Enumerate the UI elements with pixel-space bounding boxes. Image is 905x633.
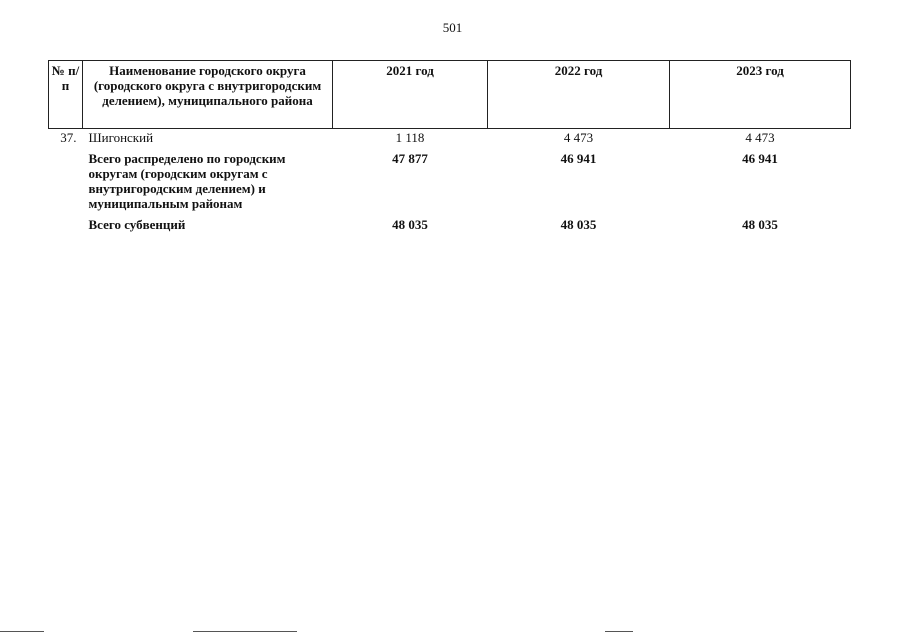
header-row	[49, 61, 851, 129]
row-name: Всего субвенций	[88, 217, 186, 232]
row-value-2022: 46 941	[560, 151, 597, 166]
scan-edge-mark	[193, 631, 297, 632]
header-year-2023: 2023 год	[670, 61, 851, 129]
row-number	[49, 212, 83, 233]
table-row	[49, 129, 851, 147]
table-body	[49, 129, 851, 234]
total-subventions-row	[49, 212, 851, 233]
scan-edge-mark	[0, 631, 44, 632]
row-name: Всего распределено по городским округам (городским округам с внутригородским делением) и муниципальным районам	[88, 151, 286, 211]
header-number: № п/п	[49, 61, 83, 129]
row-value-2023: 48 035	[742, 217, 778, 232]
row-value-2021: 47 877	[392, 151, 428, 166]
row-value-2022: 4 473	[563, 130, 594, 145]
row-value-2023: 46 941	[742, 151, 778, 166]
row-value-2023: 4 473	[745, 130, 775, 145]
row-name: Шигонский	[88, 130, 154, 145]
header-year-2022: 2022 год	[488, 61, 670, 129]
row-number	[49, 146, 83, 212]
header-name: Наименование городского округа (городского округа с внутригородским делением), муниципального района	[83, 61, 333, 129]
page-number: 501	[442, 20, 463, 35]
row-value-2021: 1 118	[395, 130, 425, 145]
total-distributed-row	[49, 146, 851, 212]
row-value-2022: 48 035	[560, 217, 597, 232]
row-value-2021: 48 035	[392, 217, 428, 232]
header-year-2021: 2021 год	[333, 61, 488, 129]
scan-edge-mark	[605, 631, 633, 632]
table-header	[49, 61, 851, 129]
subvention-table	[48, 60, 851, 233]
row-number: 37.	[60, 130, 77, 145]
